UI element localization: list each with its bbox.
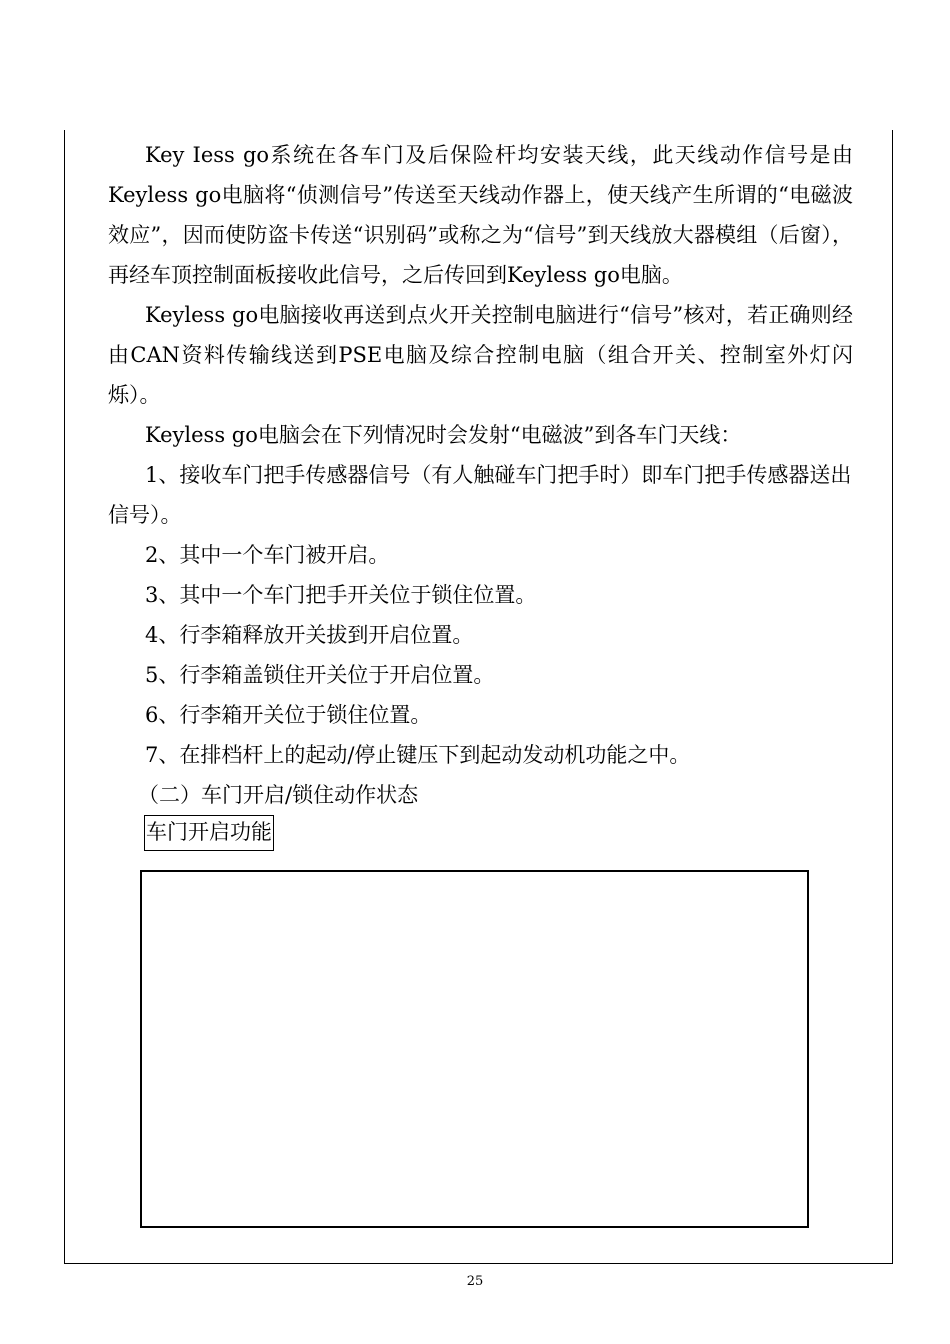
- section-heading: （二）车门开启/锁住动作状态: [138, 783, 419, 807]
- condition-item-1: 1、接收车门把手传感器信号（有人触碰车门把手时）即车门把手传感器送出信号）。: [108, 463, 852, 527]
- condition-item-3: 3、其中一个车门把手开关位于锁住位置。: [145, 583, 537, 607]
- door-open-function-label: 车门开启功能: [144, 815, 274, 851]
- condition-item-6: 6、行李箱开关位于锁住位置。: [145, 703, 432, 727]
- document-body: [108, 135, 853, 815]
- condition-item-2: 2、其中一个车门被开启。: [145, 543, 390, 567]
- condition-item-7: 7、在排档杆上的起动/停止键压下到起动发动机功能之中。: [145, 743, 691, 767]
- figure-placeholder-box: [140, 870, 809, 1228]
- page-number: 25: [466, 1274, 484, 1289]
- paragraph-emission-conditions: Keyless go电脑会在下列情况时会发射“电磁波”到各车门天线：: [145, 423, 742, 447]
- condition-item-4: 4、行李箱释放开关拔到开启位置。: [145, 623, 474, 647]
- condition-item-5: 5、行李箱盖锁住开关位于开启位置。: [145, 663, 495, 687]
- paragraph-keyless-antenna: Key Iess go系统在各车门及后保险杆均安装天线，此天线动作信号是由Keyless go电脑将“侦测信号”传送至天线动作器上，使天线产生所谓的“电磁波效应”，因而使防盗卡传送“识别码”或称之为“信号”到天线放大器模组（后窗），再经车顶控制面板接收此信号，之后传回到Keyless go电脑。: [108, 143, 853, 287]
- paragraph-signal-check: Keyless go电脑接收再送到点火开关控制电脑进行“信号”核对，若正确则经由CAN资料传输线送到PSE电脑及综合控制电脑（组合开关、控制室外灯闪烁）。: [108, 303, 853, 407]
